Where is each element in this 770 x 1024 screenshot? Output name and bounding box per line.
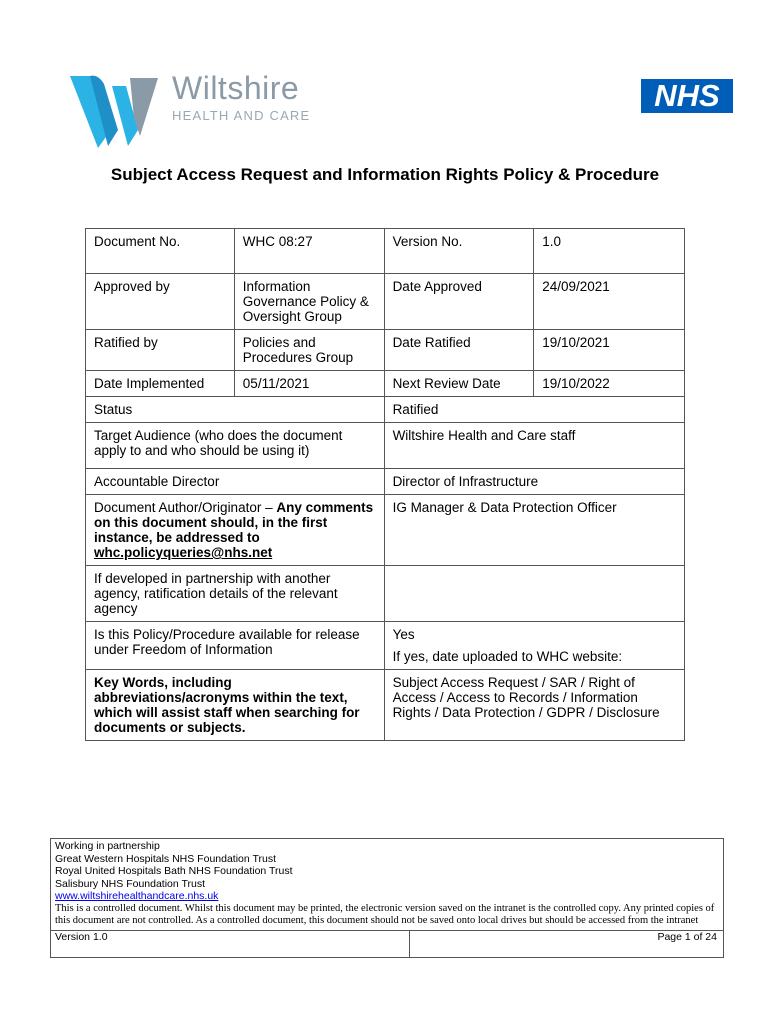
page-title: Subject Access Request and Information Rights Policy & Procedure <box>110 165 660 184</box>
approved-by-label: Approved by <box>86 274 235 330</box>
foi-upload-label: If yes, date uploaded to WHC website: <box>392 649 623 664</box>
next-review-label: Next Review Date <box>384 371 534 397</box>
ratified-by-label: Ratified by <box>86 330 235 371</box>
footer-trust-2: Royal United Hospitals Bath NHS Foundation Trust <box>55 865 293 877</box>
accountable-director-value: Director of Infrastructure <box>384 469 684 495</box>
document-author-value: IG Manager & Data Protection Officer <box>384 495 684 566</box>
footer-trust-1: Great Western Hospitals NHS Foundation Trust <box>55 852 276 865</box>
footer-partnership: Working in partnership <box>55 840 160 852</box>
table-row <box>86 274 685 330</box>
target-audience-label: Target Audience (who does the document apply to and who should be using it) <box>86 423 385 469</box>
table-row <box>86 371 685 397</box>
wiltshire-logo-text <box>172 70 310 123</box>
footer-trust-3: Salisbury NHS Foundation Trust <box>55 877 205 890</box>
partnership-label: If developed in partnership with another agency, ratification details of the relevant agency <box>86 566 385 622</box>
keywords-value: Subject Access Request / SAR / Right of Access / Access to Records / Information Rights / Data Protection / GDPR / Disclosure <box>384 670 684 741</box>
date-approved-label: Date Approved <box>384 274 534 330</box>
table-row <box>86 397 685 423</box>
org-subtitle: HEALTH AND CARE <box>172 108 311 123</box>
document-info-table <box>85 228 685 741</box>
doc-no-label: Document No. <box>86 229 235 274</box>
doc-no-value: WHC 08:27 <box>234 229 384 274</box>
author-email-link[interactable]: whc.policyqueries@nhs.net <box>94 545 273 560</box>
table-row <box>86 330 685 371</box>
table-row <box>86 566 685 622</box>
accountable-director-label: Accountable Director <box>86 469 385 495</box>
document-author-label: Document Author/Originator – <box>94 500 277 515</box>
footer-disclaimer: This is a controlled document. Whilst this document may be printed, the electronic version saved on the intranet is the controlled copy. Any printed copies of this document are not controlled. As a controlled document, this document should not be saved onto local drives but should be accessed from the intranet <box>55 902 715 926</box>
foi-value: Yes <box>392 627 415 642</box>
document-author-instruction: Any comments on this document should, in the first instance, be addressed to <box>94 500 374 545</box>
foi-value-cell <box>384 622 684 670</box>
status-label: Status <box>86 397 385 423</box>
document-footer <box>50 838 724 958</box>
ratified-by-value: Policies and Procedures Group <box>234 330 384 371</box>
date-approved-value: 24/09/2021 <box>534 274 685 330</box>
keywords-label: Key Words, including abbreviations/acronyms within the text, which will assist staff when searching for documents or subjects. <box>86 670 385 741</box>
document-author-cell <box>86 495 385 566</box>
footer-page-number: Page 1 of 24 <box>657 930 717 943</box>
partnership-value <box>384 566 684 622</box>
org-name: Wiltshire <box>172 70 300 106</box>
table-row <box>86 229 685 274</box>
target-audience-value: Wiltshire Health and Care staff <box>384 423 684 469</box>
version-value: 1.0 <box>534 229 685 274</box>
footer-version: Version 1.0 <box>51 931 410 957</box>
foi-label: Is this Policy/Procedure available for release under Freedom of Information <box>86 622 385 670</box>
next-review-value: 19/10/2022 <box>534 371 685 397</box>
footer-website-link[interactable]: www.wiltshirehealthandcare.nhs.uk <box>55 890 219 902</box>
table-row <box>86 423 685 469</box>
nhs-logo: NHS <box>641 79 733 113</box>
version-label: Version No. <box>384 229 534 274</box>
table-row <box>86 469 685 495</box>
table-row <box>86 670 685 741</box>
approved-by-value: Information Governance Policy & Oversight Group <box>234 274 384 330</box>
date-ratified-value: 19/10/2021 <box>534 330 685 371</box>
wiltshire-w-logo <box>68 70 160 152</box>
status-value: Ratified <box>384 397 684 423</box>
date-implemented-label: Date Implemented <box>86 371 235 397</box>
table-row <box>86 622 685 670</box>
table-row <box>86 495 685 566</box>
date-ratified-label: Date Ratified <box>384 330 534 371</box>
date-implemented-value: 05/11/2021 <box>234 371 384 397</box>
